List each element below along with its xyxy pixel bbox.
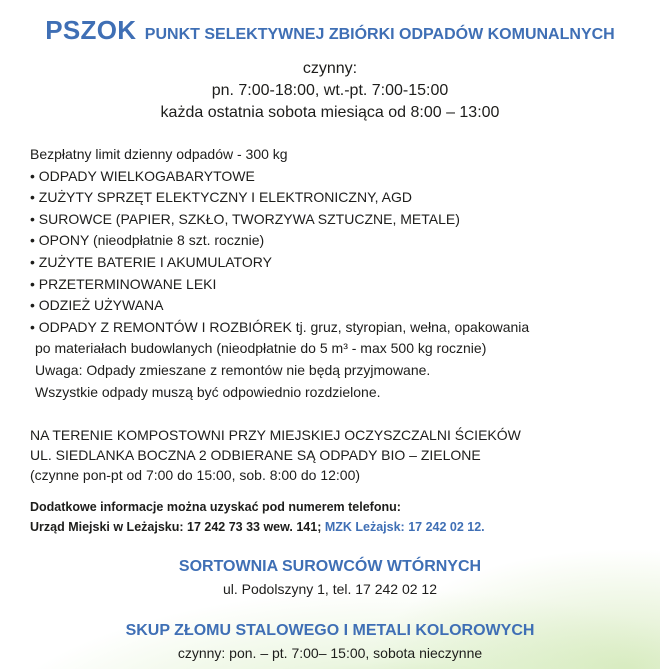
list-item: • ODPADY Z REMONTÓW I ROZBIÓREK tj. gruz, styropian, wełna, opakowania (30, 318, 530, 335)
list-item: • ZUŻYTE BATERIE I AKUMULATORY (30, 253, 272, 270)
sorting-note: Wszystkie odpady muszą być odpowiednio rozdzielone. (35, 383, 381, 400)
skup-hours: czynny: pon. – pt. 7:00– 15:00, sobota nieczynne (177, 645, 483, 661)
title-abbreviation: PSZOK (45, 15, 137, 45)
sortownia-address: ul. Podolszyny 1, tel. 17 242 02 12 (222, 581, 438, 597)
list-item-continuation: po materiałach budowlanych (nieodpłatnie do 5 m³ - max 500 kg rocznie) (35, 340, 487, 357)
daily-limit: Bezpłatny limit dzienny odpadów - 300 kg (30, 146, 288, 162)
hours-saturday: każda ostatnia sobota miesiąca od 8:00 – 13:00 (160, 104, 500, 121)
opening-hours (0, 58, 660, 124)
contact-info (30, 497, 650, 537)
list-item: • SUROWCE (PAPIER, SZKŁO, TWORZYWA SZTUCZNE, METALE) (30, 210, 460, 227)
list-item: • PRZETERMINOWANE LEKI (30, 275, 217, 292)
contact-intro: Dodatkowe informacje można uzyskać pod numerem telefonu: (30, 500, 401, 514)
page-title (0, 15, 660, 46)
hours-weekdays: pn. 7:00-18:00, wt.-pt. 7:00-15:00 (211, 82, 449, 99)
hours-label: czynny: (302, 60, 358, 77)
bio-waste-info (30, 425, 650, 485)
bio-line: NA TERENIE KOMPOSTOWNI PRZY MIEJSKIEJ OCZYSZCZALNI ŚCIEKÓW (30, 427, 521, 443)
skup-title: SKUP ZŁOMU STALOWEGO I METALI KOLOROWYCH (125, 622, 535, 639)
waste-list (30, 144, 650, 403)
list-item: • ZUŻYTY SPRZĘT ELEKTYCZNY I ELEKTRONICZNY, AGD (30, 189, 412, 206)
renovation-note: Uwaga: Odpady zmieszane z remontów nie będą przyjmowane. (35, 361, 431, 378)
title-full-name: PUNKT SELEKTYWNEJ ZBIÓRKI ODPADÓW KOMUNALNYCH (144, 26, 615, 43)
list-item: • ODPADY WIELKOGABARYTOWE (30, 167, 255, 184)
bio-hours: (czynne pon-pt od 7:00 do 15:00, sob. 8:00 do 12:00) (30, 467, 361, 483)
mzk-phone: MZK Leżajsk: 17 242 02 12. (324, 520, 485, 534)
urzad-phone: Urząd Miejski w Leżajsku: 17 242 73 33 wew. 141; (30, 520, 322, 534)
list-item: • OPONY (nieodpłatnie 8 szt. rocznie) (30, 232, 265, 249)
bio-line: UL. SIEDLANKA BOCZNA 2 ODBIERANE SĄ ODPADY BIO – ZIELONE (30, 447, 481, 463)
sortownia-title: SORTOWNIA SUROWCÓW WTÓRNYCH (178, 558, 482, 575)
list-item: • ODZIEŻ UŻYWANA (30, 297, 164, 314)
contact-phones (30, 517, 650, 537)
